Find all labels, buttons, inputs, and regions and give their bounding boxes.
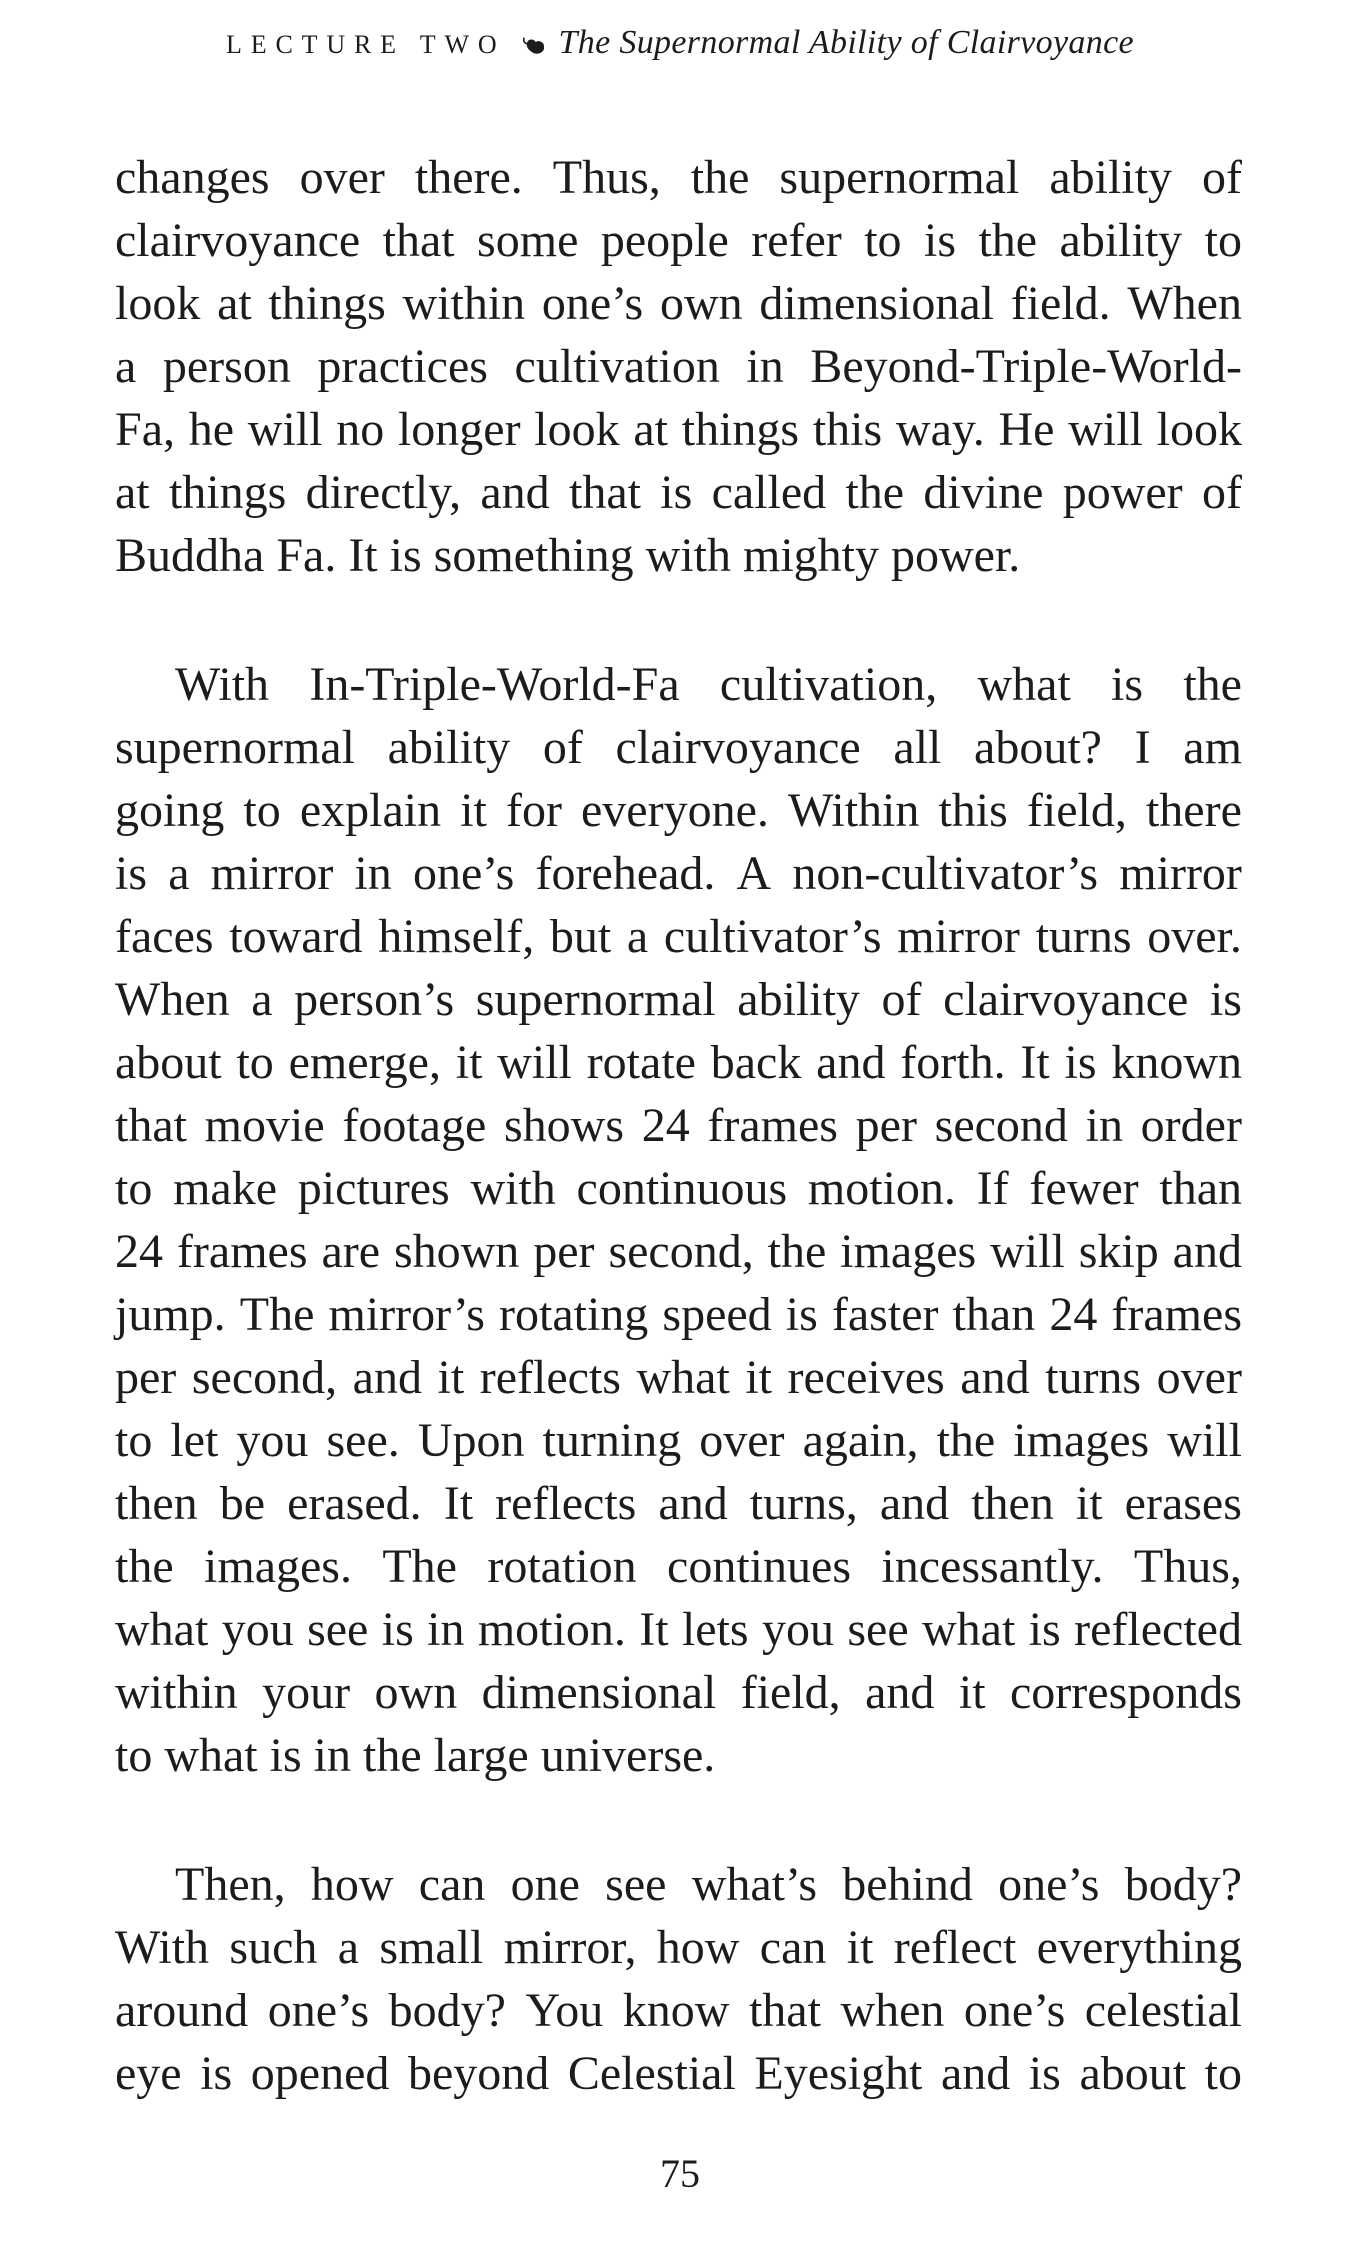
leaf-ornament-icon (519, 37, 546, 61)
paragraph (115, 1853, 1242, 2105)
text-line: per second, and it reflects what it receives and turns over (115, 1351, 1242, 1404)
text-line: then be erased. It reflects and turns, and then it erases (115, 1477, 1242, 1530)
body-text-block (115, 146, 1242, 2105)
text-line: supernormal ability of clairvoyance all about? I am (115, 721, 1242, 774)
text-line: jump. The mirror’s rotating speed is faster than 24 frames (115, 1288, 1242, 1341)
page-number: 75 (660, 2151, 700, 2196)
paragraph (115, 653, 1242, 1787)
text-line: what you see is in motion. It lets you see what is reflected (115, 1603, 1242, 1656)
text-line: When a person’s supernormal ability of clairvoyance is (115, 973, 1242, 1026)
text-line: a person practices cultivation in Beyond-Triple-World- (115, 340, 1242, 393)
text-line: Buddha Fa. It is something with mighty power. (115, 529, 1021, 582)
text-line: look at things within one’s own dimensional field. When (115, 277, 1242, 330)
text-line: within your own dimensional field, and it corresponds (115, 1666, 1242, 1719)
text-line: to what is in the large universe. (115, 1729, 716, 1782)
text-line: to let you see. Upon turning over again, the images will (115, 1414, 1242, 1467)
text-line: the images. The rotation continues incessantly. Thus, (115, 1540, 1242, 1593)
text-line: With such a small mirror, how can it reflect everything (115, 1921, 1242, 1974)
text-line: Fa, he will no longer look at things this way. He will look (115, 403, 1242, 456)
text-line: around one’s body? You know that when one’s celestial (115, 1984, 1242, 2037)
text-line: 24 frames are shown per second, the images will skip and (115, 1225, 1242, 1278)
text-line: changes over there. Thus, the supernormal ability of (115, 151, 1242, 204)
text-line: going to explain it for everyone. Within this field, there (115, 784, 1242, 837)
text-line: faces toward himself, but a cultivator’s mirror turns over. (115, 910, 1242, 963)
running-head-lecture-label: LECTURE TWO (226, 30, 506, 59)
text-line: With In-Triple-World-Fa cultivation, what is the (175, 658, 1242, 711)
running-head-chapter-title: The Supernormal Ability of Clairvoyance (558, 24, 1134, 61)
text-line: about to emerge, it will rotate back and forth. It is known (115, 1036, 1242, 1089)
text-line: to make pictures with continuous motion. If fewer than (115, 1162, 1242, 1215)
text-line: that movie footage shows 24 frames per second in order (115, 1099, 1242, 1152)
paragraph (115, 146, 1242, 587)
text-line: clairvoyance that some people refer to is the ability to (115, 214, 1242, 267)
running-head (0, 0, 1360, 62)
text-line: eye is opened beyond Celestial Eyesight and is about to (115, 2047, 1242, 2100)
text-line: is a mirror in one’s forehead. A non-cultivator’s mirror (115, 847, 1242, 900)
text-line: Then, how can one see what’s behind one’s body? (175, 1858, 1242, 1911)
text-line: at things directly, and that is called the divine power of (115, 466, 1242, 519)
